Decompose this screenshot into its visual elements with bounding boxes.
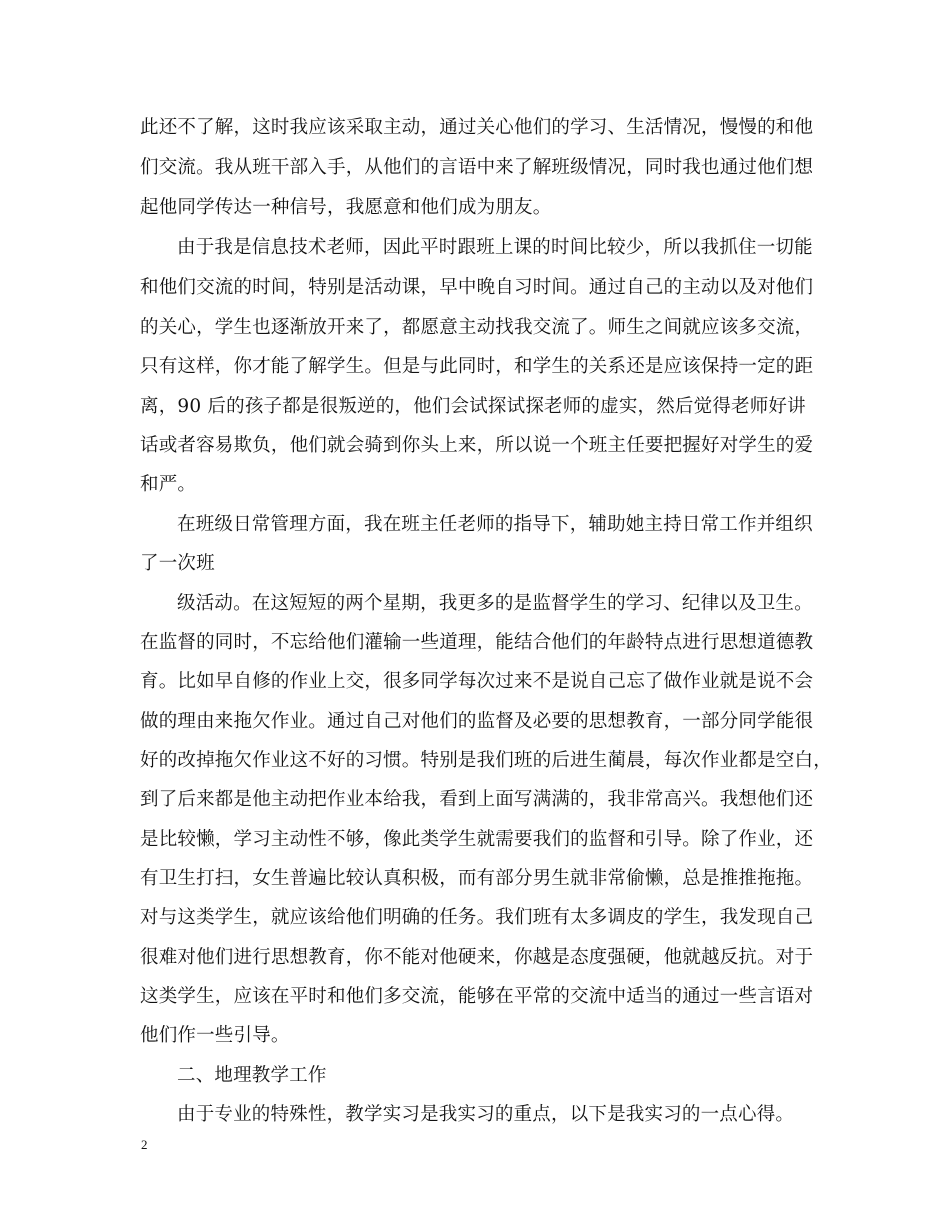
text-line: 和严。 xyxy=(140,474,197,495)
text-line: 起他同学传达一种信号，我愿意和他们成为朋友。 xyxy=(140,197,552,218)
text-line: 们交流。我从班干部入手，从他们的言语中来了解班级情况，同时我也通过他们想 xyxy=(140,157,814,178)
text-line: 到了后来都是他主动把作业本给我，看到上面写满满的，我非常高兴。我想他们还 xyxy=(140,789,814,810)
paragraph-start-line: 在班级日常管理方面，我在班主任老师的指导下，辅助她主持日常工作并组织 xyxy=(177,514,813,535)
paragraph-start-line: 由于我是信息技术老师，因此平时跟班上课的时间比较少，所以我抓住一切能 xyxy=(177,237,813,258)
paragraph-start-line: 级活动。在这短短的两个星期，我更多的是监督学生的学习、纪律以及卫生。 xyxy=(177,593,813,614)
text-line: 和他们交流的时间，特别是活动课，早中晚自习时间。通过自己的主动以及对他们 xyxy=(140,277,814,298)
text-line: 做的理由来拖欠作业。通过自己对他们的监督及必要的思想教育，一部分同学能很 xyxy=(140,711,814,732)
text-line: 是比较懒，学习主动性不够，像此类学生就需要我们的监督和引导。除了作业，还 xyxy=(140,829,814,850)
text-line: 只有这样，你才能了解学生。但是与此同时，和学生的关系还是应该保持一定的距 xyxy=(140,356,814,377)
text-line: 话或者容易欺负，他们就会骑到你头上来，所以说一个班主任要把握好对学生的爱 xyxy=(140,435,814,456)
text-line: 他们作一些引导。 xyxy=(140,1025,290,1046)
text-line: 好的改掉拖欠作业这不好的习惯。特别是我们班的后进生蔺晨，每次作业都是空白， xyxy=(140,750,832,771)
text-line: 离，90 后的孩子都是很叛逆的，他们会试探试探老师的虚实，然后觉得老师好讲 xyxy=(140,396,806,417)
text-line: 此还不了解，这时我应该采取主动，通过关心他们的学习、生活情况，慢慢的和他 xyxy=(140,117,814,138)
text-line: 育。比如早自修的作业上交，很多同学每次过来不是说自己忘了做作业就是说不会 xyxy=(140,671,814,692)
text-line: 对与这类学生，就应该给他们明确的任务。我们班有太多调皮的学生，我发现自己 xyxy=(140,907,814,928)
text-line: 这类学生，应该在平时和他们多交流，能够在平常的交流中适当的通过一些言语对 xyxy=(140,986,814,1007)
paragraph-start-line: 由于专业的特殊性，教学实习是我实习的重点，以下是我实习的一点心得。 xyxy=(177,1104,795,1125)
page-number: 2 xyxy=(141,1137,148,1152)
text-line: 很难对他们进行思想教育，你不能对他硬来，你越是态度强硬，他就越反抗。对于 xyxy=(140,947,814,968)
text-line: 在监督的同时，不忘给他们灌输一些道理，能结合他们的年龄特点进行思想道德教 xyxy=(140,632,814,653)
text-line: 有卫生打扫，女生普遍比较认真积极，而有部分男生就非常偷懒，总是推推拖拖。 xyxy=(140,868,814,889)
text-line: 了一次班 xyxy=(140,553,215,574)
text-line: 的关心，学生也逐渐放开来了，都愿意主动找我交流了。师生之间就应该多交流， xyxy=(140,317,814,338)
section-heading: 二、地理教学工作 xyxy=(177,1065,327,1086)
